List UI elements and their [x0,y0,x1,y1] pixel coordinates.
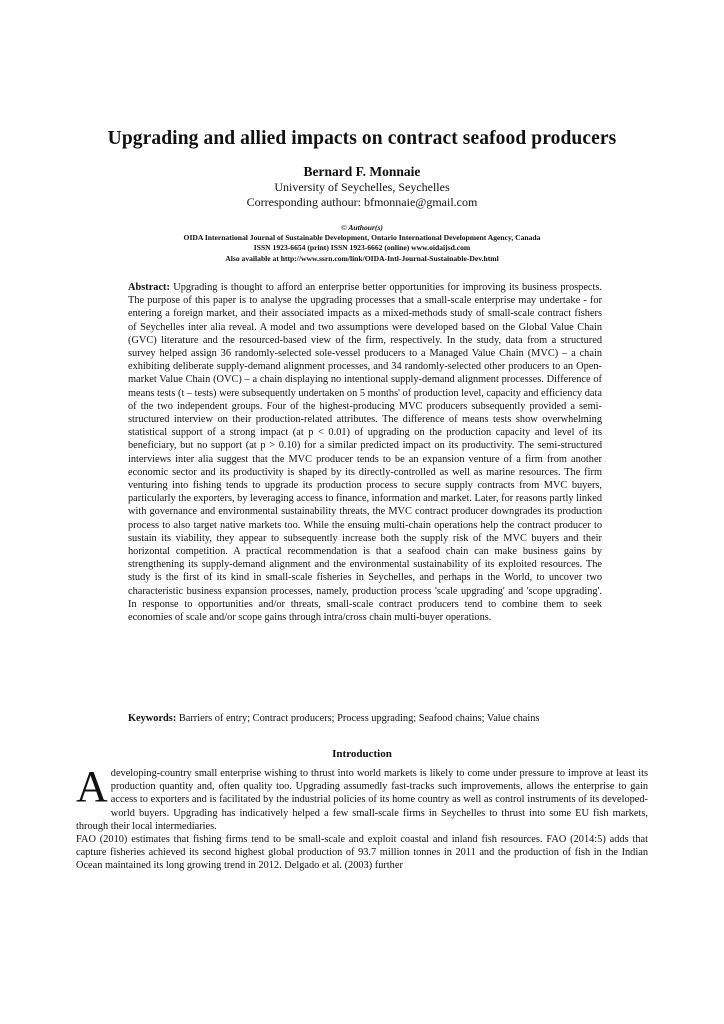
ssrn-line: Also available at http://www.ssrn.com/link/OIDA-Intl-Journal-Sustainable-Dev.html [225,253,499,263]
author-name: Bernard F. Monnaie [303,164,421,179]
paper-title: Upgrading and allied impacts on contract seafood producers [107,128,617,149]
abstract [128,281,602,624]
section-heading-introduction: Introduction [332,748,392,760]
introduction-paragraph-1 [76,762,648,833]
author-affiliation: University of Seychelles, Seychelles [274,180,450,194]
introduction-paragraph-2: FAO (2010) estimates that fishing firms tend to be small-scale and exploit coastal and inland fish resources. FAO (2014:5) adds that capture fisheries achieved its second highest global production of 93.7 million tonnes in 2011 and the production of fish in the Indian Ocean maintained its long growing trend in 2012. Delgado et al. (2003) further [76,834,648,872]
abstract-text: Upgrading is thought to afford an enterprise better opportunities for improving its business prospects. The purpose of this paper is to analyse the upgrading processes that a small-scale enterprise may undertake - for entering a foreign market, and their associated impacts as a mixed-methods study of small-scale contract fishers of Seychelles inter alia reveal. A model and two assumptions were developed based on the Global Value Chain (GVC) literature and the resourced-based view of the firm, respectively. In the study, data from a structured survey helped assign 36 randomly-selected sole-vessel producers to a Managed Value Chain (MVC) – a chain exhibiting deliberate supply-demand alignment processes, and 34 randomly-selected other producers to an Open-market Value Chain (OVC) – a chain displaying no intentional supply-demand alignment processes. Difference of means tests (t – tests) were subsequently undertaken on 5 months' of production level, capacity and efficiency data of the two independent groups. Four of the highest-producing MVC producers subsequently provided a semi-structured interview on their production-related attributes. The difference of means tests show overwhelming statistical support of a strong impact (at p < 0.01) of upgrading on the production capacity and level of its beneficiary, but no support (at p > 0.10) for a similar predicted impact on its productivity. The semi-structured interviews inter alia suggest that the MVC producer tends to be an expansion venture of a firm from another economic sector and its productivity is shaped by its directly-controlled as well as marine resources. The firm venturing into fishing tends to upgrade its production process to secure supply contracts from MVC buyers, particularly the exporters, by leveraging access to finance, information and market. Later, for reasons partly linked with governance and environmental sustainability threats, the MVC contract producer downgrades its production process to also target native markets too. While the ensuing multi-chain operations help the contract producer to sustain its viability, they appear to subsequently increase both the supply risk of the MVC buyers and their horizontal competition. A practical recommendation is that a seafood chain can make business gains by strengthening its supply-demand alignment and the environmental sustainability of its exploited resources. The study is the first of its kind in small-scale fisheries in Seychelles, and perhaps in the World, to uncover two characteristic business expansion processes, namely, production process 'scale upgrading' and 'scope upgrading'. In response to opportunities and/or threats, small-scale contract producers tend to combine them to seek economies of scale and/or scope gains through intra/cross chain multi-buyer operations. [128,282,602,624]
author-block [0,163,724,210]
keywords [128,712,602,725]
author-email: Corresponding authour: bfmonnaie@gmail.com [246,195,478,209]
issn-line: ISSN 1923-6654 (print) ISSN 1923-6662 (online) www.oidaijsd.com [253,243,471,253]
journal-line: OIDA International Journal of Sustainable Development, Ontario International Development Agency, Canada [183,233,541,243]
paragraph-1-text: developing-country small enterprise wishing to thrust into world markets is likely to come under pressure to improve at least its production quantity and, often quality too. Upgrading assumedly fast-tracks such improvements, allows the enterprise to gain access to exporters and is facilitated by the industrial policies of its home country as well as control instruments of its developed-world buyers. Upgrading has indicatively helped a few small-scale firms in Seychelles to thrust into some EU fish markets, through their local intermediaries. [76,768,648,832]
keywords-label: Keywords: [128,713,177,724]
keywords-text: Barriers of entry; Contract producers; Process upgrading; Seafood chains; Value chains [178,713,540,724]
drop-cap: A [76,762,108,811]
copyright-line: © Authour(s) [341,223,383,232]
publication-info [60,223,664,264]
introduction-body [76,762,648,873]
abstract-label: Abstract: [128,282,170,293]
